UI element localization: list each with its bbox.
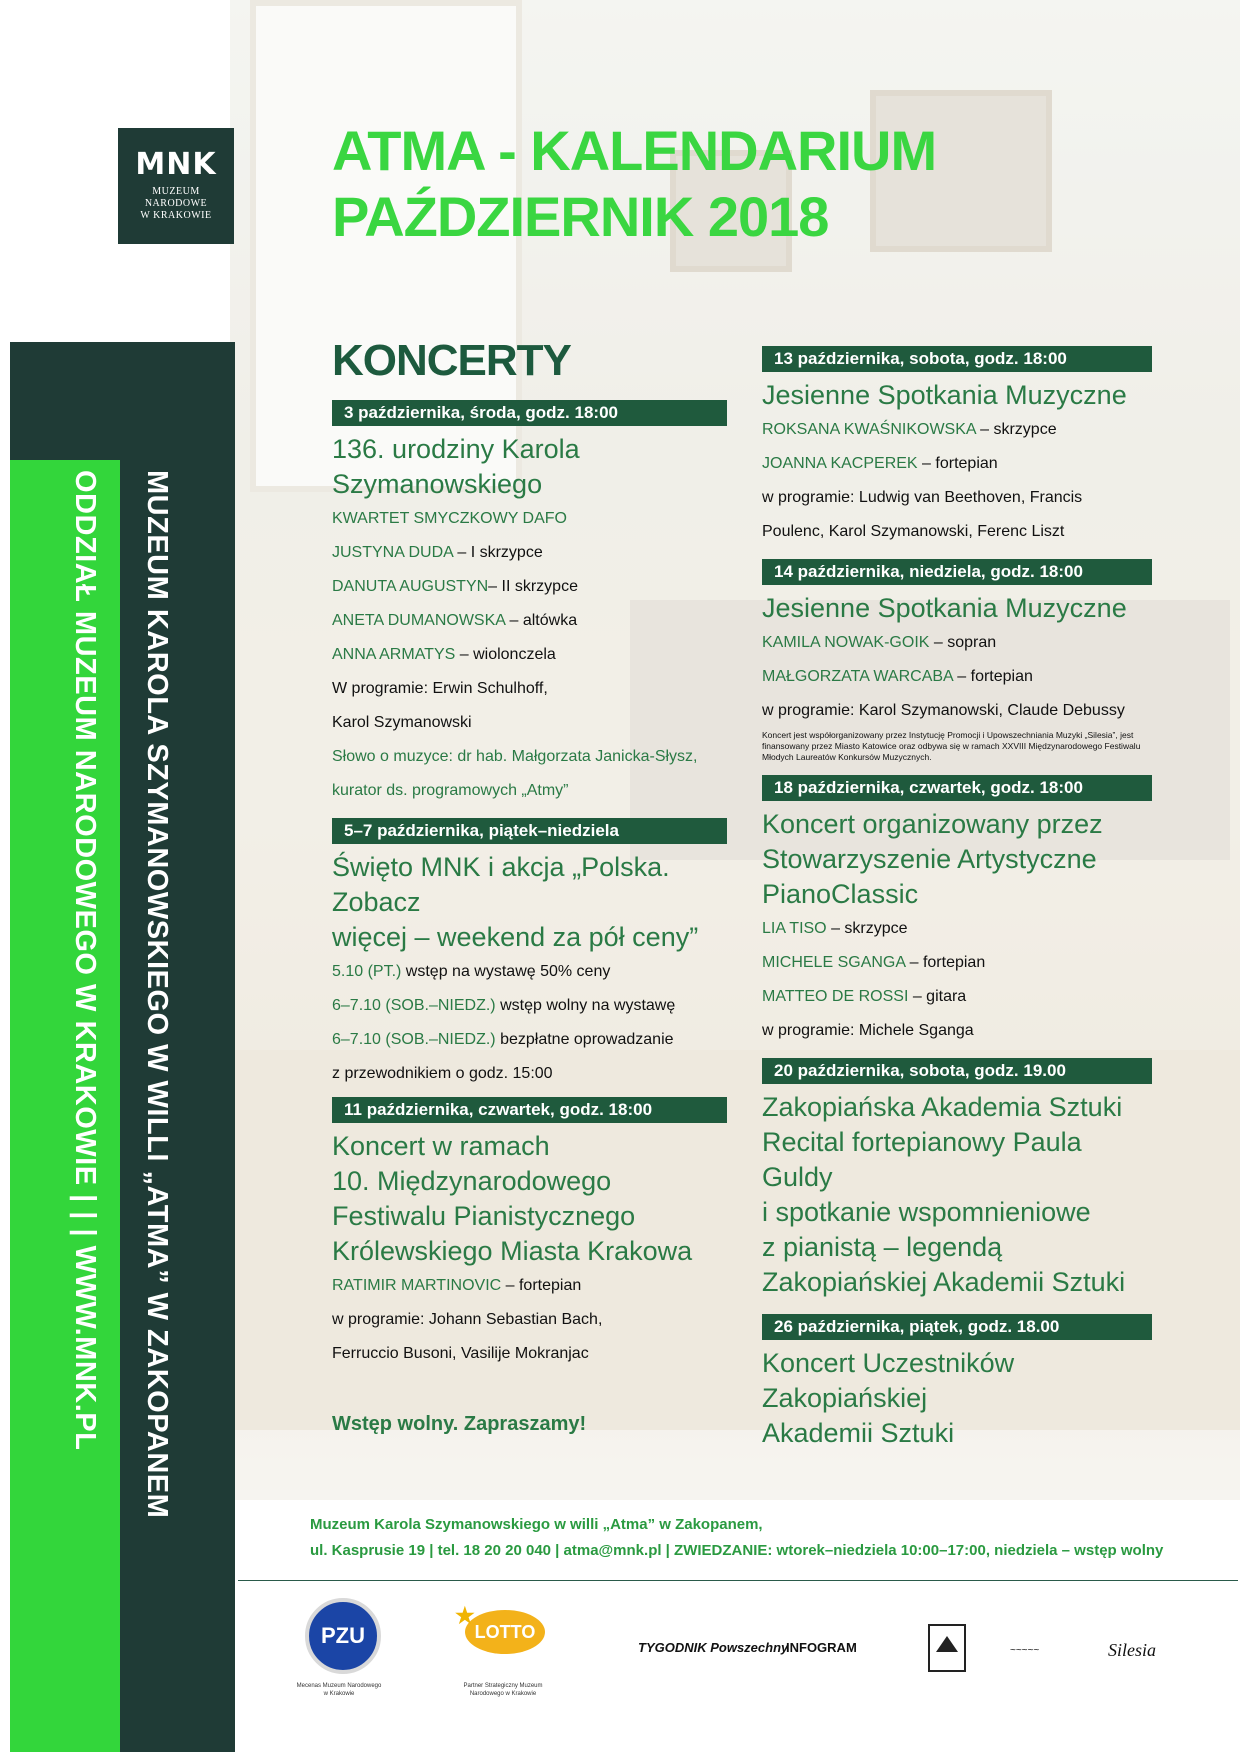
event-date-bar: 14 października, niedziela, godz. 18:00 (762, 559, 1152, 585)
event-card (332, 400, 727, 808)
speaker-line: Słowo o muzyce: dr hab. Małgorzata Janicka-Słysz, (332, 748, 698, 765)
event-card (762, 559, 1152, 763)
title-line2: PAŹDZIERNIK 2018 (332, 185, 829, 248)
performer-role: – fortepian (952, 668, 1033, 685)
program-line: W programie: Erwin Schulhoff, (332, 680, 548, 697)
closing-line: Wstęp wolny. Zapraszamy! (332, 1413, 587, 1435)
performer (762, 946, 1152, 980)
performer (762, 912, 1152, 946)
program-line: w programie: Johann Sebastian Bach, (332, 1311, 603, 1328)
performer (762, 980, 1152, 1014)
info-line (332, 989, 727, 1023)
right-column (762, 346, 1152, 1451)
mnk-logo[interactable] (118, 128, 234, 244)
performer-name: JOANNA KACPEREK (762, 455, 918, 472)
bird-icon (930, 1626, 964, 1670)
performer-role: – II skrzypce (488, 578, 578, 595)
side-title-museum: MUZEUM KAROLA SZYMANOWSKIEGO W WILLI „ATMA” W ZAKOPANEM (141, 470, 173, 1519)
program-line: Karol Szymanowski (332, 714, 472, 731)
event-title-line: z pianistą – legendą (762, 1232, 1003, 1262)
event-card (762, 1058, 1152, 1300)
footer-divider (238, 1580, 1238, 1581)
performer-name: RATIMIR MARTINOVIC (332, 1277, 502, 1294)
event-title-line: Festiwalu Pianistycznego (332, 1201, 636, 1231)
performer (762, 447, 1152, 481)
performer-name: MICHELE SGANGA (762, 954, 906, 971)
event-title-line: Koncert w ramach (332, 1131, 550, 1161)
event-title-line: i spotkanie wspomnieniowe (762, 1197, 1091, 1227)
side-title-branch[interactable]: ODDZIAŁ MUZEUM NARODOWEGO W KRAKOWIE | | | WWW.MNK.PL (69, 470, 101, 1451)
title-line1: ATMA - KALENDARIUM (332, 119, 937, 182)
performer (332, 570, 727, 604)
info-line: z przewodnikiem o godz. 15:00 (332, 1065, 553, 1082)
event-date-bar: 13 października, sobota, godz. 18:00 (762, 346, 1152, 372)
event-card (332, 818, 727, 1091)
event-title (762, 1090, 1152, 1300)
event-title-line: więcej – weekend za pół ceny” (332, 922, 699, 952)
side-strip-green (10, 460, 120, 1752)
tygodnik-logo[interactable]: TYGODNIK Powszechny (638, 1640, 789, 1655)
program-line: Poulenc, Karol Szymanowski, Ferenc Liszt (762, 523, 1065, 540)
szymanowski-signature[interactable]: ~~~~~ (1010, 1645, 1040, 1656)
event-title-line: PianoClassic (762, 879, 919, 909)
event-date-bar: 5–7 października, piątek–niedziela (332, 818, 727, 844)
page-title (332, 118, 936, 250)
event-card (762, 1314, 1152, 1451)
event-date-bar: 18 października, czwartek, godz. 18:00 (762, 775, 1152, 801)
event-title-line: Zakopiańskiej Akademii Sztuki (762, 1267, 1126, 1297)
performer-name: MAŁGORZATA WARCABA (762, 668, 953, 685)
event-title-line: Akademii Sztuki (762, 1418, 955, 1448)
event-title: Jesienne Spotkania Muzyczne (762, 380, 1127, 410)
event-title-line: 136. urodziny Karola (332, 434, 580, 464)
info-line (332, 955, 727, 989)
performer-name: ANNA ARMATYS (332, 646, 456, 663)
lotto-caption: Partner Strategiczny Muzeum Narodowego w Krakowie (463, 1683, 543, 1697)
event-title-line: Święto MNK i akcja „Polska. Zobacz (332, 852, 670, 917)
performer-role: – fortepian (917, 455, 998, 472)
performer-role: – sopran (929, 634, 997, 651)
footer-line1: Muzeum Karola Szymanowskiego w willi „Atma” w Zakopanem, (310, 1516, 763, 1533)
performer (332, 638, 727, 672)
event-title-line: Recital fortepianowy Paula Guldy (762, 1127, 1082, 1192)
footer-line2[interactable]: ul. Kasprusie 19 | tel. 18 20 20 040 | atma@mnk.pl | ZWIEDZANIE: wtorek–niedziela 10:00–17:00, niedziela – wstęp wolny (310, 1542, 1164, 1559)
event-title (332, 432, 727, 502)
event-title-line: Królewskiego Miasta Krakowa (332, 1236, 693, 1266)
program-line: w programie: Karol Szymanowski, Claude Debussy (762, 702, 1125, 719)
silesia-logo[interactable]: Silesia (1108, 1640, 1156, 1660)
event-date-bar: 3 października, środa, godz. 18:00 (332, 400, 727, 426)
performer-role: – altówka (505, 612, 578, 629)
sponsor-note: Koncert jest współorganizowany przez Instytucję Promocji i Upowszechniania Muzyki „Silesia”, jest finansowany przez Miasto Katowice oraz odbywa się w ramach XXVIII Międzynarodowego Festiwalu Młodych Laureatów Konkursów Muzycznych. (762, 730, 1141, 762)
info-text: bezpłatne oprowadzanie (495, 1031, 674, 1048)
program-line: Ferruccio Busoni, Vasilije Mokranjac (332, 1345, 589, 1362)
performer-role: – skrzypce (975, 421, 1057, 438)
info-date: 6–7.10 (SOB.–NIEDZ.) (332, 997, 496, 1014)
infogram-logo[interactable]: INFOGRAM (786, 1640, 857, 1655)
event-title (332, 850, 727, 955)
event-card (762, 346, 1152, 549)
performer-name: KAMILA NOWAK-GOIK (762, 634, 930, 651)
event-title-line: Szymanowskiego (332, 469, 543, 499)
event-title (762, 1346, 1152, 1451)
performer-role: – skrzypce (826, 920, 908, 937)
program-line: w programie: Ludwig van Beethoven, Francis (762, 489, 1083, 506)
info-date: 6–7.10 (SOB.–NIEDZ.) (332, 1031, 496, 1048)
pzu-logo[interactable]: PZU (305, 1598, 381, 1674)
program-line: w programie: Michele Sganga (762, 1022, 974, 1039)
event-date-bar: 11 października, czwartek, godz. 18:00 (332, 1097, 727, 1123)
performer (762, 413, 1152, 447)
logo-mark: MNK (135, 147, 217, 182)
emblem-logo[interactable] (928, 1624, 966, 1672)
lotto-label: LOTTO (474, 1622, 536, 1642)
event-title-line: Stowarzyszenie Artystyczne (762, 844, 1097, 874)
event-card (332, 1097, 727, 1371)
performer-role: – wiolonczela (455, 646, 556, 663)
performer: KWARTET SMYCZKOWY DAFO (332, 510, 567, 527)
event-date-bar: 20 października, sobota, godz. 19.00 (762, 1058, 1152, 1084)
event-date-bar: 26 października, piątek, godz. 18.00 (762, 1314, 1152, 1340)
logo-line2: NARODOWE (144, 198, 208, 209)
performer-name: MATTEO DE ROSSI (762, 988, 909, 1005)
performer (332, 1269, 727, 1303)
performer-role: – gitara (908, 988, 967, 1005)
performer-name: ROKSANA KWAŚNIKOWSKA (762, 421, 976, 438)
logo-line3: W KRAKOWIE (140, 210, 212, 221)
pzu-caption: Mecenas Muzeum Narodowego w Krakowie (296, 1683, 382, 1697)
performer (762, 660, 1152, 694)
info-date: 5.10 (PT.) (332, 963, 402, 980)
star-icon: ★ (455, 1603, 475, 1628)
performer (332, 536, 727, 570)
performer (332, 604, 727, 638)
footer-address (310, 1512, 1163, 1564)
info-text: wstęp wolny na wystawę (495, 997, 676, 1014)
performer-name: ANETA DUMANOWSKA (332, 612, 506, 629)
event-title-line: Zakopiańska Akademia Sztuki (762, 1092, 1123, 1122)
event-title (332, 1129, 727, 1269)
info-line (332, 1023, 727, 1057)
event-title: Jesienne Spotkania Muzyczne (762, 593, 1127, 623)
logo-line1: MUZEUM (152, 186, 200, 197)
performer-name: LIA TISO (762, 920, 827, 937)
performer-role: – fortepian (905, 954, 986, 971)
event-title-line: 10. Międzynarodowego (332, 1166, 612, 1196)
performer-role: – fortepian (501, 1277, 582, 1294)
lotto-logo[interactable] (455, 1603, 545, 1654)
speaker-line: kurator ds. programowych „Atmy” (332, 782, 569, 799)
performer-name: JUSTYNA DUDA (332, 544, 453, 561)
event-title-line: Koncert Uczestników Zakopiańskiej (762, 1348, 1015, 1413)
performer (762, 626, 1152, 660)
event-card (762, 775, 1152, 1048)
event-title (762, 807, 1152, 912)
info-text: wstęp na wystawę 50% ceny (401, 963, 611, 980)
performer-name: DANUTA AUGUSTYN (332, 578, 489, 595)
left-column (332, 400, 727, 1436)
performer-role: – I skrzypce (452, 544, 543, 561)
section-heading: KONCERTY (332, 336, 571, 385)
event-title-line: Koncert organizowany przez (762, 809, 1103, 839)
